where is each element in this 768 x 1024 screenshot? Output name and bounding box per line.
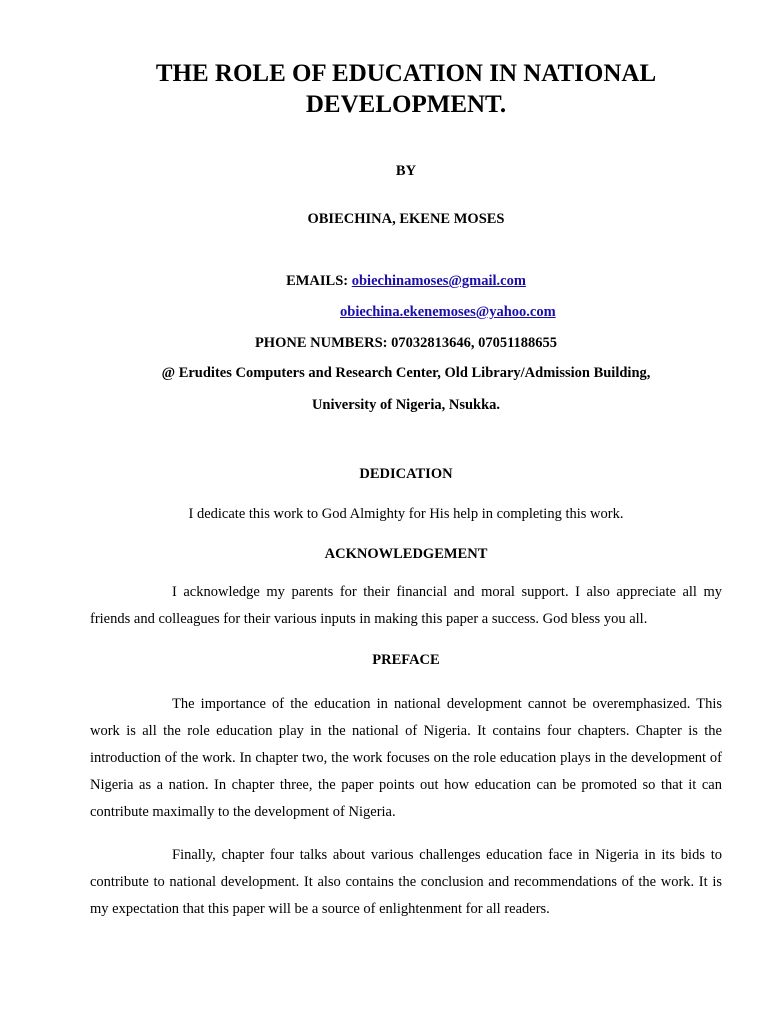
author-name: OBIECHINA, EKENE MOSES: [307, 211, 505, 227]
title-line-2: DEVELOPMENT.: [305, 91, 507, 118]
title-line-1: THE ROLE OF EDUCATION IN NATIONAL: [155, 60, 657, 87]
address-line-2: University of Nigeria, Nsukka.: [311, 397, 501, 413]
by-label: BY: [395, 163, 417, 179]
email-link-gmail[interactable]: obiechinamoses@gmail.com: [351, 273, 526, 289]
document-title: [60, 58, 752, 120]
preface-paragraph-2: Finally, chapter four talks about various challenges education face in Nigeria in its bids to contribute to national development. It also contains the conclusion and recommendations of the work. It is my expectation that this paper will be a source of enlightenment for all readers.: [90, 847, 722, 917]
dedication-text: I dedicate this work to God Almighty for His help in completing this work.: [188, 506, 624, 522]
dedication-heading: DEDICATION: [359, 466, 453, 482]
acknowledgement-heading: ACKNOWLEDGEMENT: [324, 546, 488, 562]
emails-line: [40, 272, 768, 290]
address-line-1: @ Erudites Computers and Research Center, Old Library/Admission Building,: [161, 365, 651, 381]
phone-numbers: PHONE NUMBERS: 07032813646, 07051188655: [254, 335, 558, 351]
preface-heading: PREFACE: [372, 652, 440, 668]
preface-paragraph-1: The importance of the education in national development cannot be overemphasized. This work is all the role education play in the national of Nigeria. It contains four chapters. Chapter is the introduction of the work. In chapter two, the work focuses on the role education plays in the development of Nigeria as a nation. In chapter three, the paper points out how education can be promoted so that it can contribute maximally to the development of Nigeria.: [90, 696, 722, 820]
emails-label: EMAILS:: [286, 273, 349, 289]
acknowledgement-text: I acknowledge my parents for their financial and moral support. I also appreciate all my friends and colleagues for their various inputs in making this paper a success. God bless you all.: [90, 584, 722, 627]
email-link-yahoo[interactable]: obiechina.ekenemoses@yahoo.com: [340, 304, 556, 320]
